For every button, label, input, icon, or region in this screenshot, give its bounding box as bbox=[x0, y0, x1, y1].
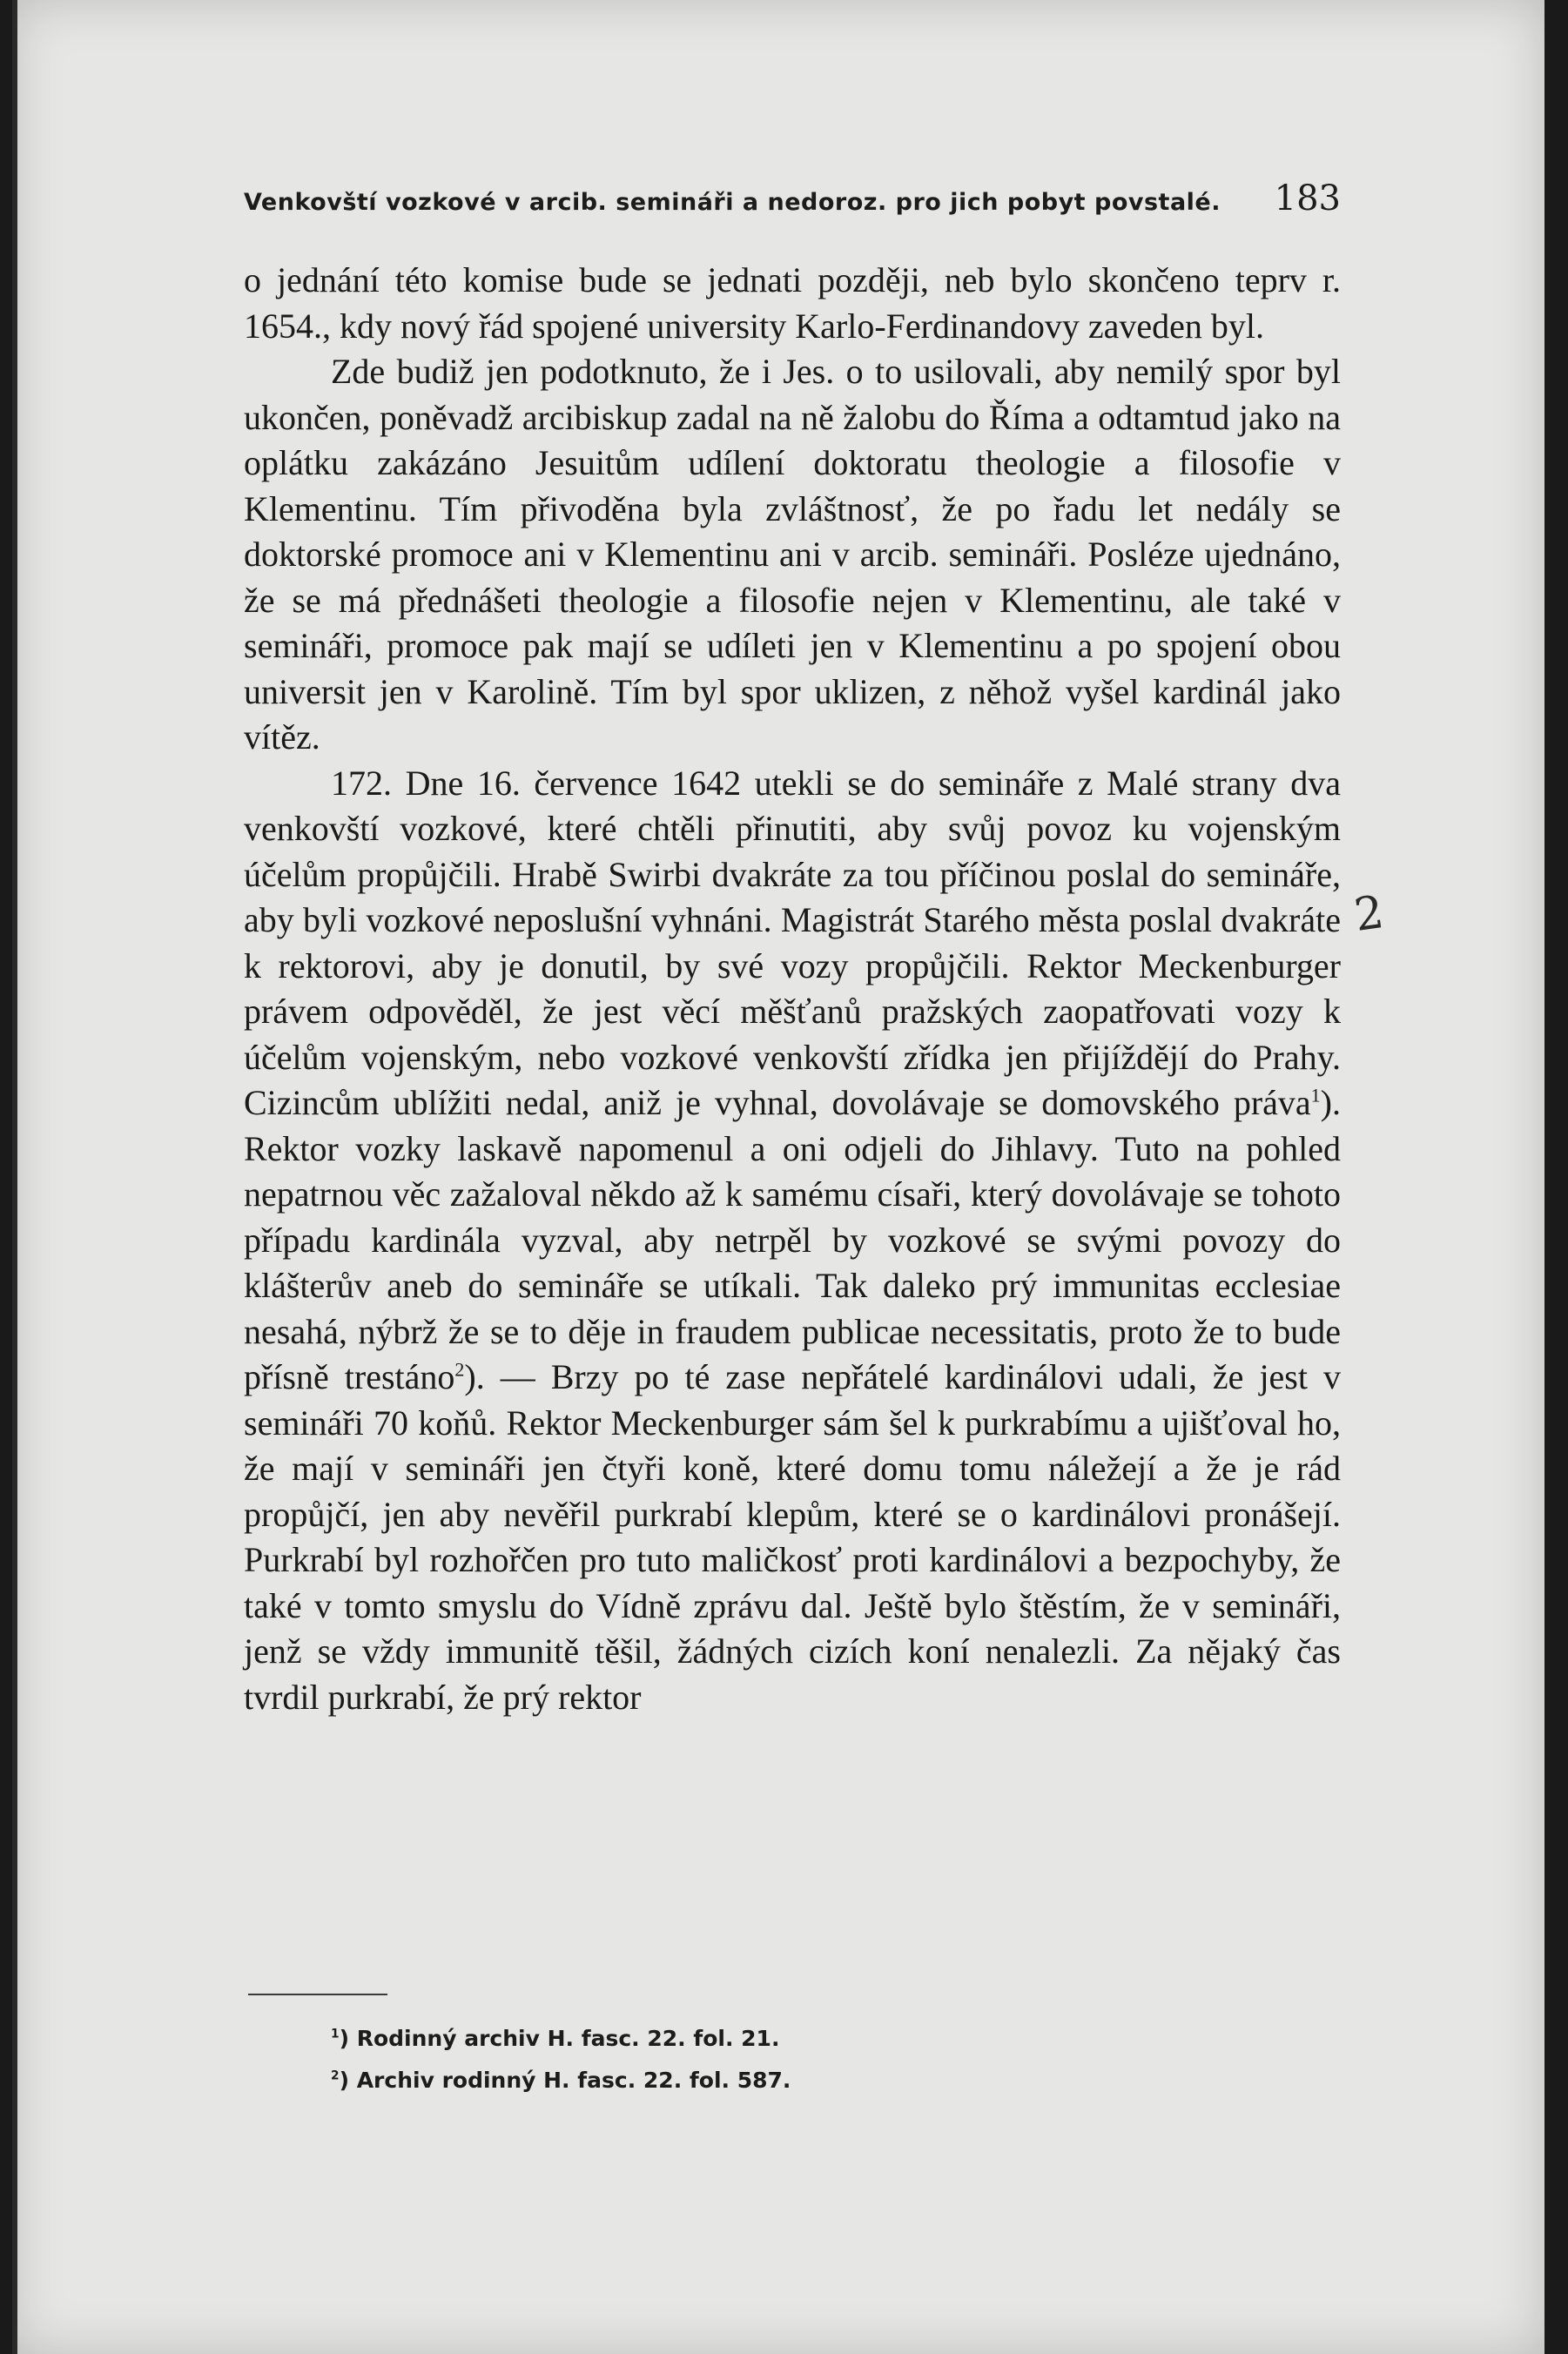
footnote-2-marker: 2 bbox=[331, 2068, 340, 2083]
footnote-2 bbox=[331, 2060, 1289, 2102]
footnote-ref-1: 1 bbox=[1310, 1084, 1321, 1106]
paragraph-3-part-1: 172. Dne 16. července 1642 utekli se do semináře z Malé strany dva venkovští vozkové, které chtěli přinutiti, aby svůj povoz ku vojenským účelům propůjčili. Hrabě Swirbi dvakráte za tou příčinou poslal do semináře, aby byli vozkové neposlušní vyhnáni. Magistrát Starého města poslal dvakráte k rektorovi, aby je donutil, by své vozy propůjčili. Rektor Meckenburger právem odpověděl, že jest věcí měšťanů pražských zaopatřovati vozy k účelům vojenským, nebo vozkové venkovští zřídka jen přijíždějí do Prahy. Cizincům ublížiti nedal, aniž je vyhnal, dovolávaje se domovského práva bbox=[244, 763, 1341, 1122]
body-text bbox=[244, 258, 1341, 1720]
page-edge bbox=[12, 0, 17, 2354]
page-number: 183 bbox=[1274, 178, 1341, 219]
footnote-1 bbox=[331, 2018, 1289, 2060]
paragraph-3-part-3: ). — Brzy po té zase nepřátelé kardinálovi udali, že jest v semináři 70 koňů. Rektor Meckenburger sám šel k purkrabímu a ujišťoval ho, že mají v semináři jen čtyři koně, které domu tomu náležejí a že je rád propůjčí, jen aby nevěřil purkrabí klepům, které se o kardinálovi pronášejí. Purkrabí byl rozhořčen pro tuto maličkosť proti kardinálovi a bezpochyby, že také v tomto smyslu do Vídně zprávu dal. Ještě bylo štěstím, že v semináři, jenž se vždy immunitě těšil, žádných cizích koní nenalezli. Za nějaký čas tvrdil purkrabí, že prý rektor bbox=[244, 1357, 1341, 1717]
page-header bbox=[244, 178, 1341, 219]
footnote-1-text: ) Rodinný archiv H. fasc. 22. fol. 21. bbox=[339, 2026, 780, 2051]
footnote-ref-2: 2 bbox=[454, 1358, 465, 1381]
running-title: Venkovští vozkové v arcib. semináři a nedoroz. pro jich pobyt povstalé. bbox=[244, 189, 1221, 216]
footnote-1-marker: 1 bbox=[331, 2027, 340, 2041]
paragraph-1: o jednání této komise bude se jednati později, neb bylo skončeno teprv r. 1654., kdy nový řád spojené university Karlo-Ferdinandovy zaveden byl. bbox=[244, 260, 1341, 346]
footnotes bbox=[331, 2018, 1289, 2102]
paragraph-3 bbox=[244, 761, 1341, 1721]
paragraph-3-part-2: ). Rektor vozky laskavě napomenul a oni odjeli do Jihlavy. Tuto na pohled nepatrnou věc zažaloval někdo až k samému císaři, který dovolávaje se tohoto případu kardinála vyzval, aby netrpěl by vozkové se svými povozy do klášterův aneb do semináře se utíkali. Tak daleko prý immunitas ecclesiae nesahá, nýbrž že se to děje in fraudem publicae necessitatis, proto že to bude přísně trestáno bbox=[244, 1083, 1341, 1396]
footnote-divider bbox=[248, 1994, 387, 1995]
handwritten-margin-note: 2 bbox=[1350, 885, 1388, 943]
paragraph-2: Zde budiž jen podotknuto, že i Jes. o to usilovali, aby nemilý spor byl ukončen, poněvadž arcibiskup zadal na ně žalobu do Říma a odtamtud jako na oplátku zakázáno Jesuitům udílení doktoratu theologie a filosofie v Klementinu. Tím přivoděna byla zvláštnosť, že po řadu let nedály se doktorské promoce ani v Klementinu ani v arcib. semináři. Posléze ujednáno, že se má přednášeti theologie a filosofie nejen v Klementinu, ale také v semináři, promoce pak mají se udíleti jen v Klementinu a po spojení obou universit jen v Karolině. Tím byl spor uklizen, z něhož vyšel kardinál jako vítěz. bbox=[244, 352, 1341, 757]
footnote-2-text: ) Archiv rodinný H. fasc. 22. fol. 587. bbox=[339, 2068, 791, 2093]
